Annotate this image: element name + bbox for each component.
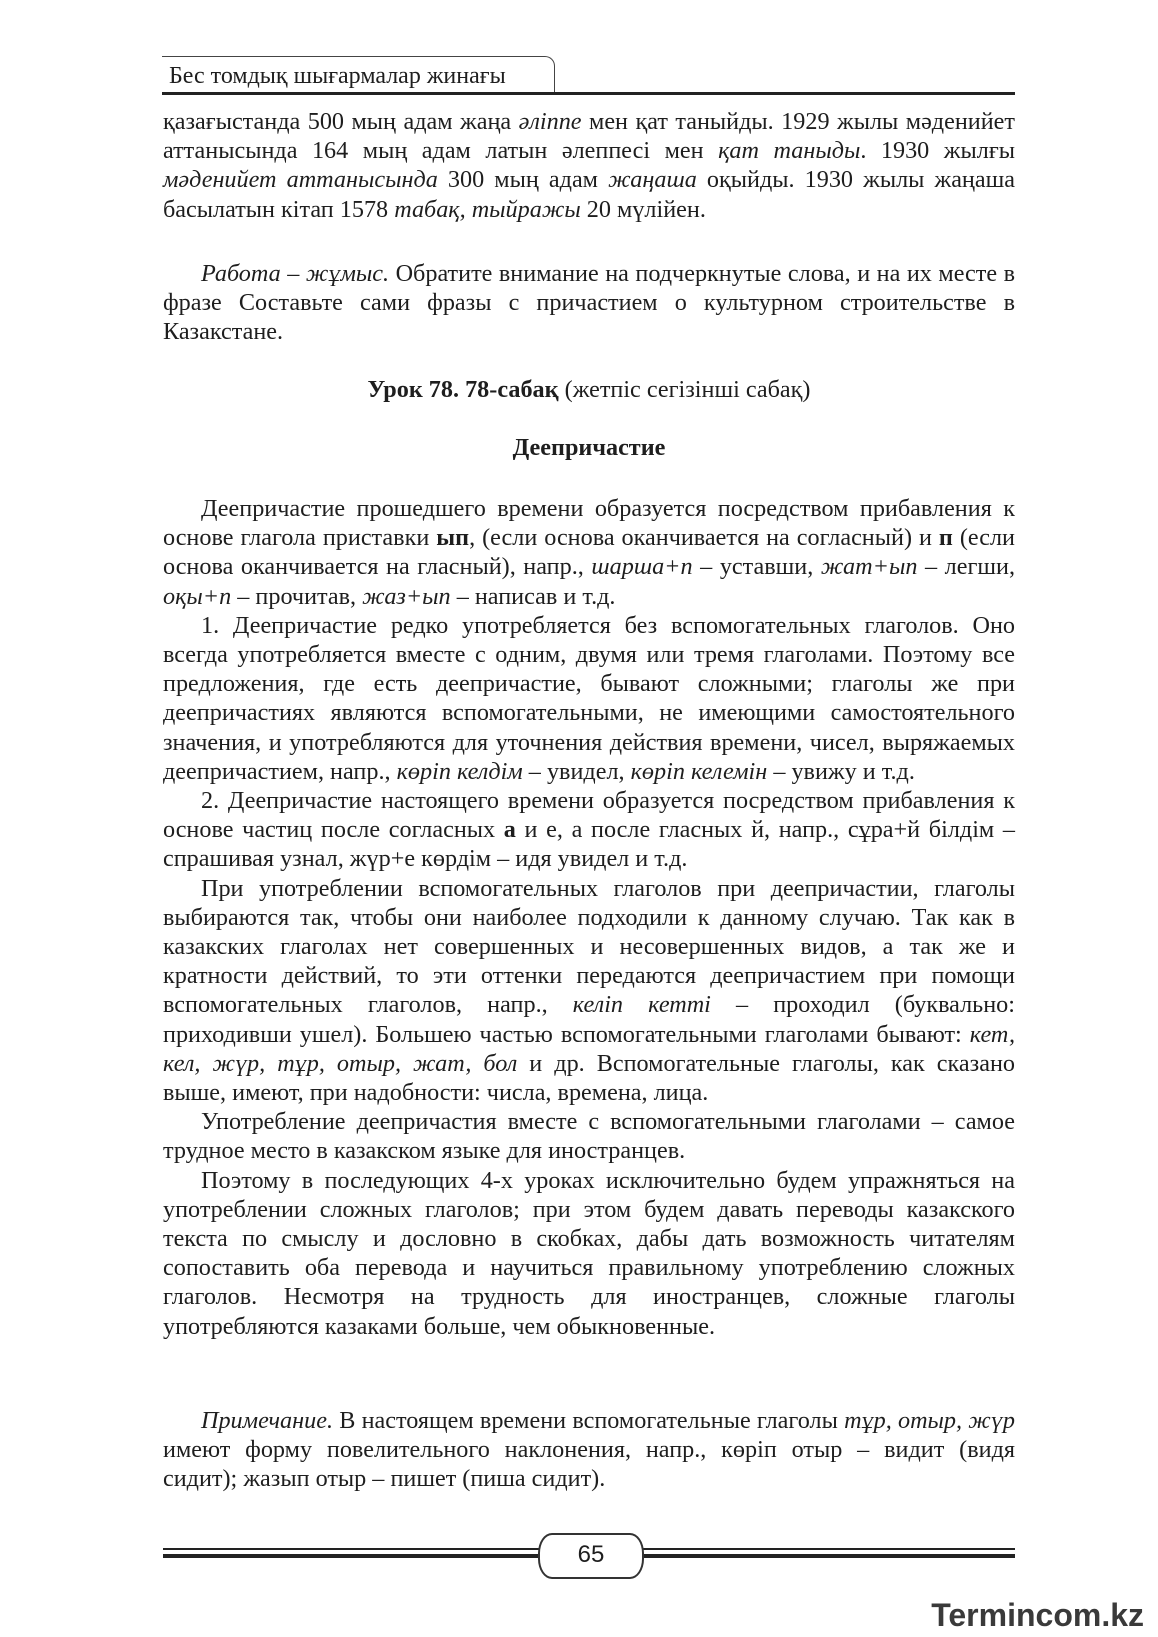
section-heading: Деепричастие [512,434,666,461]
body-paragraph-5: Употребление деепричастия вместе с вспомогательными глаголами – самое трудное место в казакском языке для иностранцев. [163,1108,1015,1165]
body-paragraph-6: Поэтому в последующих 4-х уроках исключительно будем упражняться на употреблении сложных глаголов; при этом будем давать переводы казакского текста по смыслу и дословно в скобках, дабы дать возможность читателям сопоставить оба перевода и научиться правильному употреблению сложных глаголов. Несмотря на трудность для иностранцев, сложные глаголы употребляются казаками больше, чем обыкновенные. [163,1166,1015,1340]
body-text [163,494,1015,1341]
body-paragraph-2: 1. Деепричастие редко употребляется без вспомогательных глаголов. Оно всегда употребляется вместе с одним, двумя или тремя глаголами. Поэтому все предложения, где есть деепричастие, бывают сложными; глаголы же при деепричастиях являются вспомогательными, не имеющими самостоятельного значения, и употребляются для уточнения действия времени, чисел, выряжаемых деепричастием, напр., көріп келдім – увидел, көріп келемін – увижу и т.д. [163,611,1015,785]
body-paragraph-3: 2. Деепричастие настоящего времени образуется посредством прибавления к основе частиц после согласных а и е, а после гласных й, напр., сұра+й білдім – спрашивая узнал, жүр+е көрдім – идя увидел и т.д. [163,787,1015,873]
watermark-logo: Termincom.kz [931,1597,1144,1633]
body-paragraph-1: Деепричастие прошедшего времени образуется посредством прибавления к основе глагола приставки ып, (если основа оканчивается на согласный) и п (если основа оканчивается на гласный), напр., шарша+п – уставши, жат+ып – легши, оқы+п – прочитав, жаз+ып – написав и т.д. [163,495,1015,610]
page-number: 65 [577,1541,605,1568]
intro-paragraph: қазағыстанда 500 мың адам жаңа әліппе мен қат таныйды. 1929 жылы мәденийет аттанысында 164 мың адам латын әлеппесі мен қат таныды. 1930 жылғы мәденийет аттанысында 300 мың адам жаңаша оқыйды. 1930 жылы жаңаша басылатын кітап 1578 табақ, тыйражы 20 мүлійен. [163,108,1015,223]
header-rule [162,92,1015,95]
task-paragraph: Работа – жұмыс. Обратите внимание на подчеркнутые слова, и на их месте в фразе Составьте сами фразы с причастием о культурном строительстве в Казакстане. [163,260,1016,346]
body-paragraph-4: При употреблении вспомогательных глаголов при деепричастии, глаголы выбираются так, чтобы они наиболее подходили к данному случаю. Так как в казакских глаголах нет совершенных и несовершенных видов, а так же и кратности действий, то эти оттенки передаются деепричастием при помощи вспомогательных глаголов, напр., келіп кетті – проходил (буквально: приходивши ушел). Большею частью вспомогательными глаголами бывают: кет, кел, жүр, тұр, отыр, жат, бол и др. Вспомогательные глаголы, как сказано выше, имеют, при надобности: числа, времена, лица. [163,874,1015,1107]
lesson-title: Урок 78. 78-сабақ (жетпіс сегізінші сабақ) [367,376,811,403]
running-header-title: Бес томдық шығармалар жинағы [169,63,506,89]
note-paragraph: Примечание. В настоящем времени вспомогательные глаголы тұр, отыр, жүр имеют форму повелительного наклонения, напр., көріп отыр – видит (видя сидит); жазып отыр – пишет (пиша сидит). [163,1407,1015,1493]
